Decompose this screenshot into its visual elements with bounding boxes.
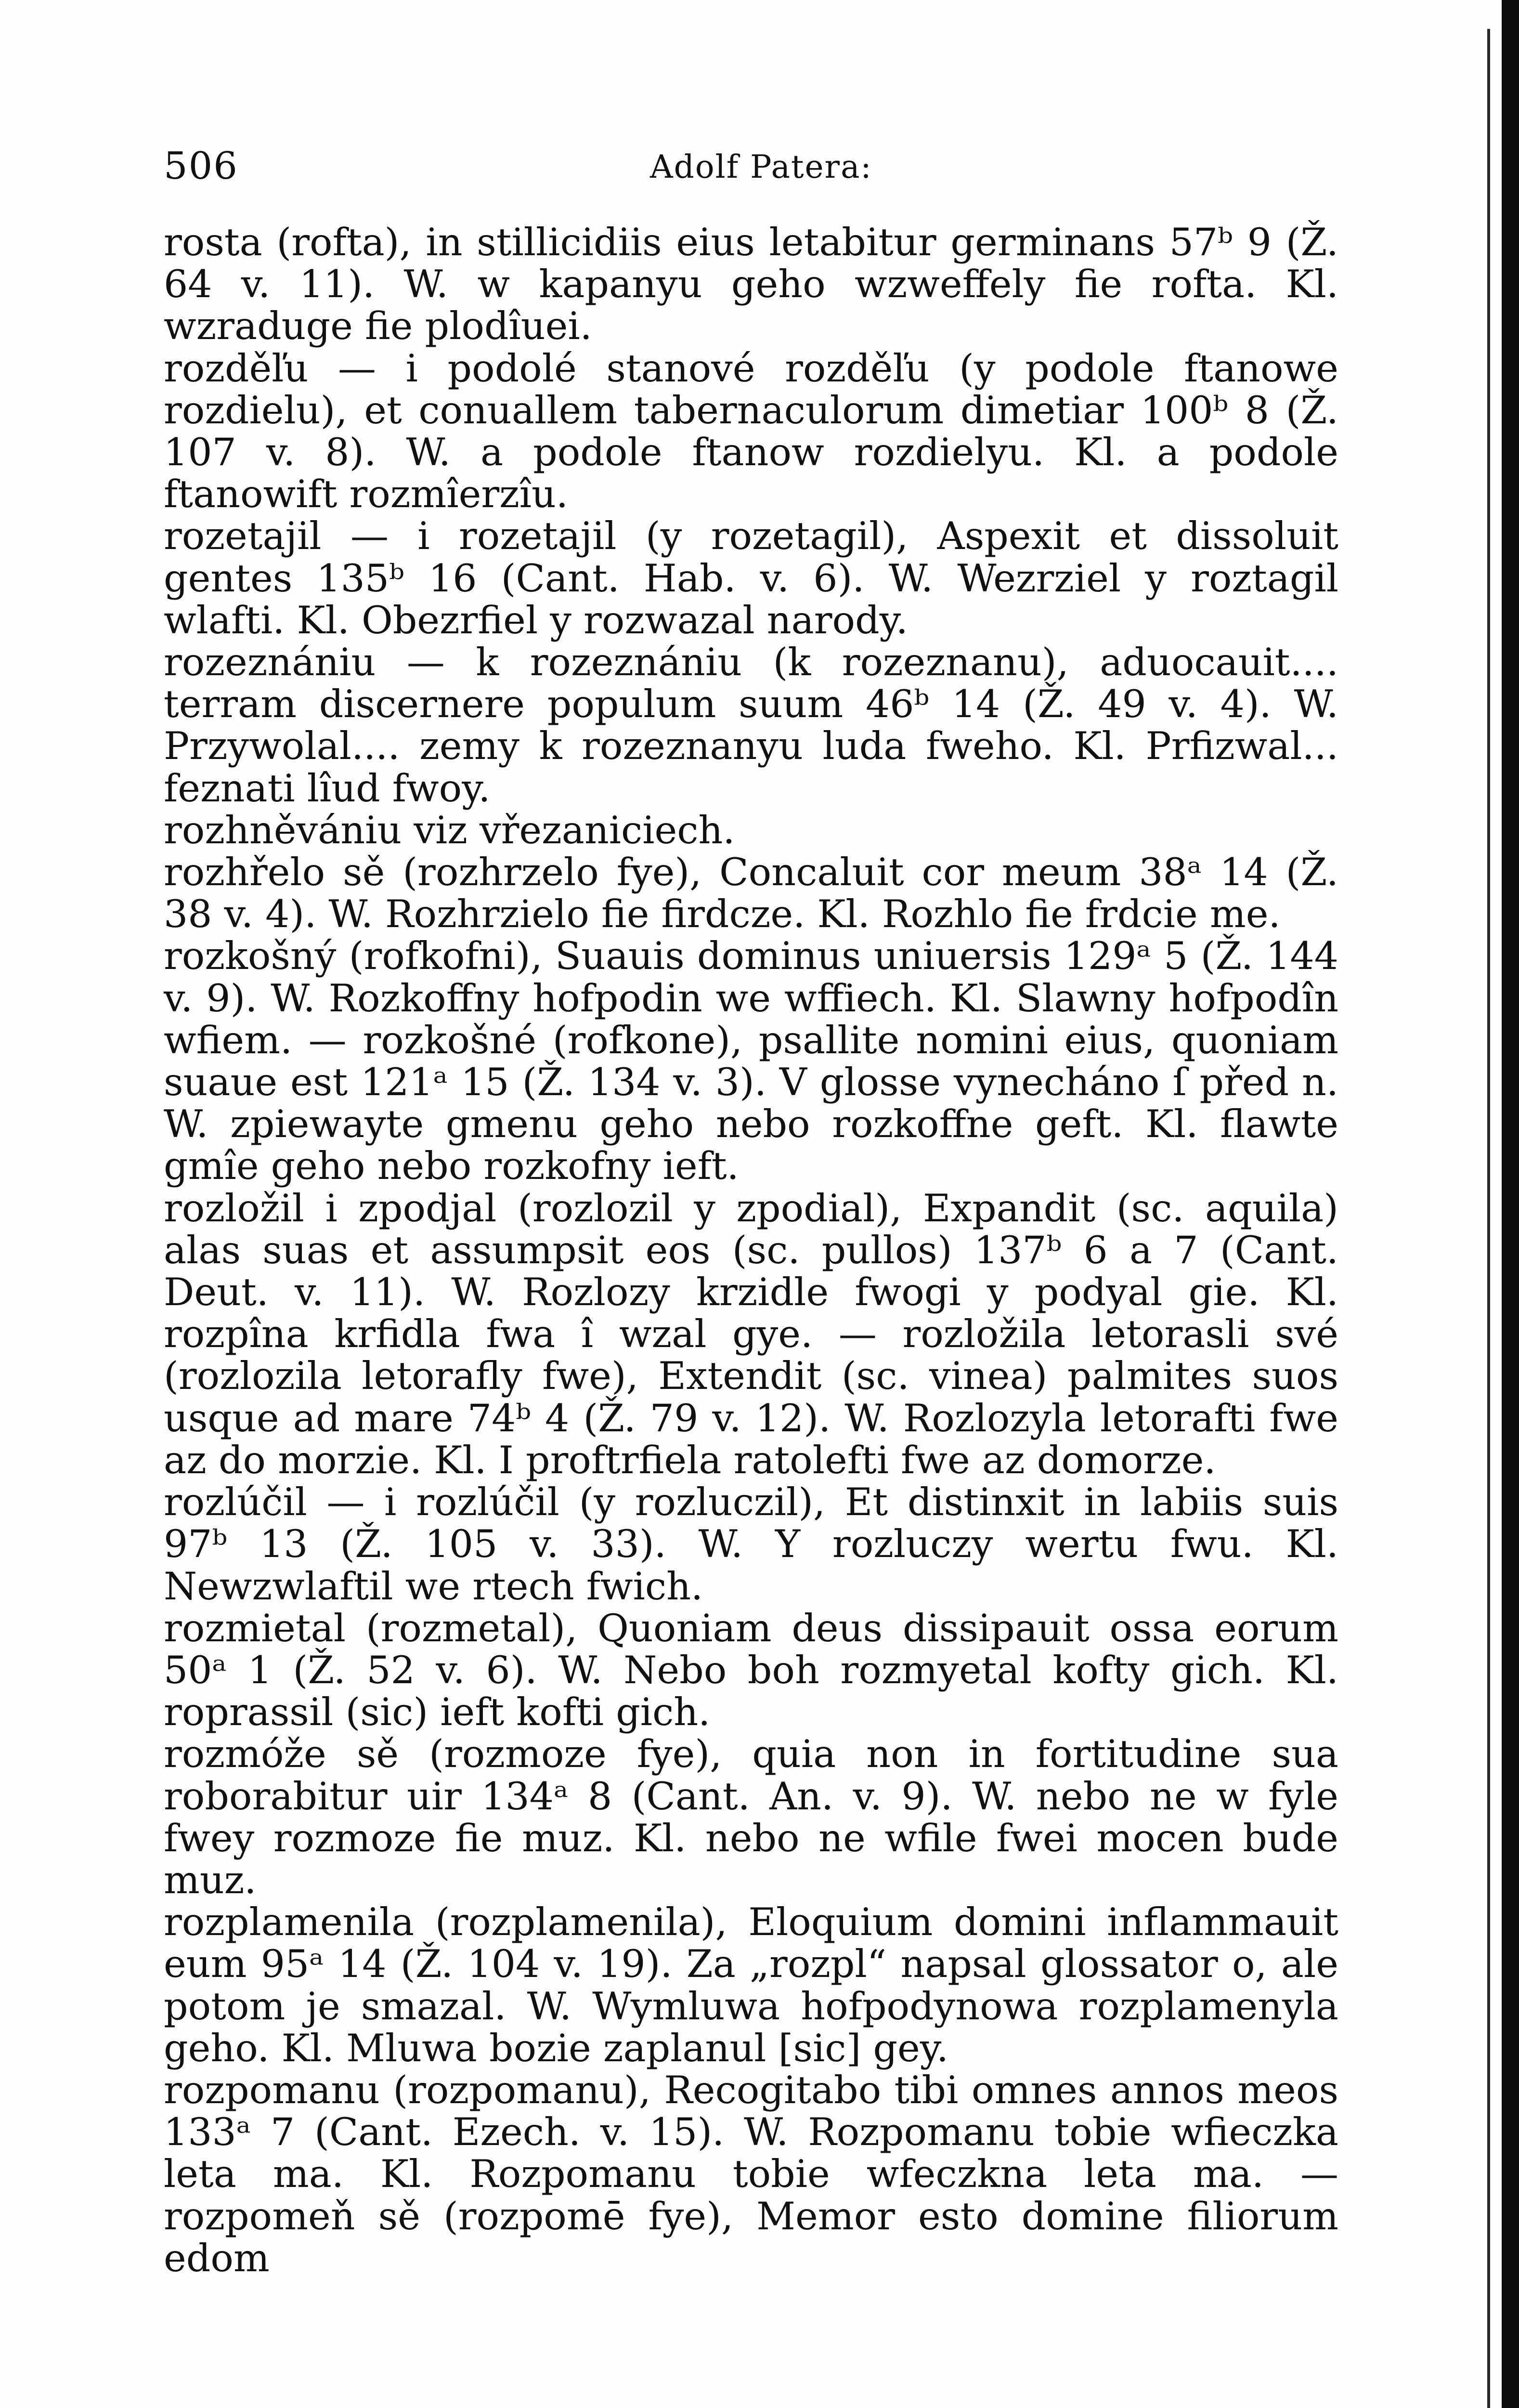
dictionary-entry: rozložil i zpodjal (rozlozil y zpodial), Expandit (sc. aquila) alas suas et assumpsit eos (sc. pullos) 137ᵇ 6 a 7 (Cant. Deut. v. 11). W. Rozlozy krzidle fwogi y podyal gie. Kl. rozpîna krfidla fwa î wzal gye. — rozložila letorasli své (rozlozila letorafly fwe), Extendit (sc. vinea) palmites suos usque ad mare 74ᵇ 4 (Ž. 79 v. 12). W. Rozlozyla letorafti fwe az do morzie. Kl. I proftrfiela ratolefti fwe az domorze. [164, 1186, 1338, 1482]
dictionary-entry: rozmóže sě (rozmoze fye), quia non in fortitudine sua roborabitur uir 134ᵃ 8 (Cant. An. v. 9). W. nebo ne w fyle fwey rozmoze fie muz. Kl. nebo ne wfile fwei mocen bude muz. [164, 1732, 1338, 1902]
page-edge-shadow [1502, 0, 1519, 2408]
dictionary-entry: rosta (rofta), in stillicidiis eius letabitur germinans 57ᵇ 9 (Ž. 64 v. 11). W. w kapanyu geho wzweffely fie rofta. Kl. wzraduge fie plodîuei. [164, 220, 1338, 349]
dictionary-entry: rozhřelo sě (rozhrzelo fye), Concaluit cor meum 38ᵃ 14 (Ž. 38 v. 4). W. Rozhrzielo fie firdcze. Kl. Rozhlo fie frdcie me. [164, 850, 1338, 937]
dictionary-entry: rozeznániu — k rozeznániu (k rozeznanu), aduocauit.... terram discernere populum suum 46ᵇ 14 (Ž. 49 v. 4). W. Przywolal.... zemy k rozeznanyu luda fweho. Kl. Prfizwal... feznati lîud fwoy. [164, 640, 1338, 811]
dictionary-entry: rozlúčil — i rozlúčil (y rozluczil), Et distinxit in labiis suis 97ᵇ 13 (Ž. 105 v. 33). W. Y rozluczy wertu fwu. Kl. Newzwlaftil we rtech fwich. [164, 1480, 1338, 1609]
page-edge-line [1487, 29, 1490, 2408]
dictionary-text [164, 222, 1338, 2279]
dictionary-entry: rozkošný (rofkofni), Suauis dominus uniuersis 129ᵃ 5 (Ž. 144 v. 9). W. Rozkoffny hofpodin we wffiech. Kl. Slawny hofpodîn wfiem. — rozkošné (rofkone), psallite nomini eius, quoniam suaue est 121ᵃ 15 (Ž. 134 v. 3). V glosse vynecháno ſ před n. W. zpiewayte gmenu geho nebo rozkoffne geft. Kl. flawte gmîe geho nebo rozkofny ieft. [164, 934, 1338, 1189]
page-header [164, 144, 1358, 202]
dictionary-entry: rozplamenila (rozplamenila), Eloquium domini inflammauit eum 95ᵃ 14 (Ž. 104 v. 19). Za „rozpl“ napsal glossator o, ale potom je smazal. W. Wymluwa hofpodynowa rozplamenyla geho. Kl. Mluwa bozie zaplanul [sic] gey. [164, 1900, 1338, 2070]
running-title: Adolf Patera: [650, 148, 872, 185]
dictionary-entry: rozhněvániu viz vřezaniciech. [164, 808, 735, 852]
dictionary-entry: rozetajil — i rozetajil (y rozetagil), Aspexit et dissoluit gentes 135ᵇ 16 (Cant. Hab. v. 6). W. Wezrziel y roztagil wlafti. Kl. Obezrfiel y rozwazal narody. [164, 514, 1338, 642]
page-number: 506 [164, 144, 238, 188]
dictionary-entry: rozděľu — i podolé stanové rozděľu (y podole ftanowe rozdielu), et conuallem tabernaculorum dimetiar 100ᵇ 8 (Ž. 107 v. 8). W. a podole ftanow rozdielyu. Kl. a podole ftanowift rozmîerzîu. [164, 346, 1338, 517]
dictionary-entry: rozpomanu (rozpomanu), Recogitabo tibi omnes annos meos 133ᵃ 7 (Cant. Ezech. v. 15). W. Rozpomanu tobie wfieczka leta ma. Kl. Rozpomanu tobie wfeczkna leta ma. — rozpomeň sě (rozpomē fye), Memor esto domine filiorum edom [164, 2068, 1338, 2280]
dictionary-entry: rozmietal (rozmetal), Quoniam deus dissipauit ossa eorum 50ᵃ 1 (Ž. 52 v. 6). W. Nebo boh rozmyetal kofty gich. Kl. roprassil (sic) ieft kofti gich. [164, 1606, 1338, 1735]
